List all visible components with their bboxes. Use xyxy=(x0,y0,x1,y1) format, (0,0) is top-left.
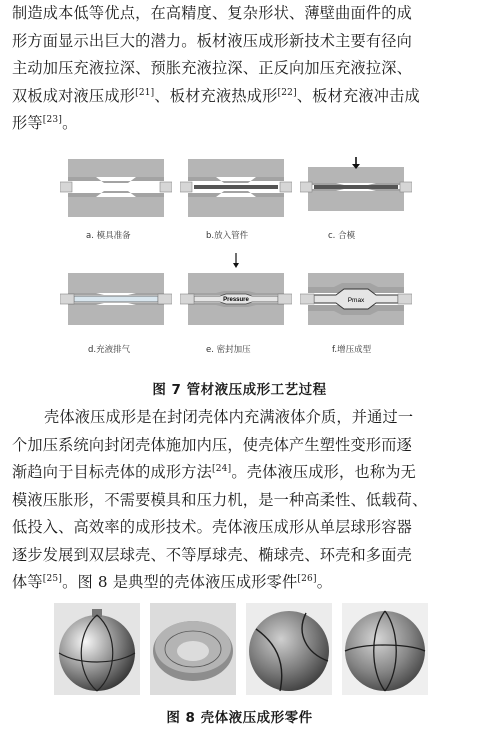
die-illustration xyxy=(300,157,412,219)
citation-ref[interactable]: [25] xyxy=(42,574,63,584)
panel-e-label: e. 密封加压 xyxy=(206,345,251,355)
text-span: 。 xyxy=(62,114,78,132)
text-span: 形等 xyxy=(12,114,43,132)
text-line: 主动加压充液拉深、预胀充液拉深、正反向加压充液拉深、 xyxy=(12,59,413,77)
panel-b-label: b.放入管件 xyxy=(206,231,249,241)
text-line: 逐步发展到双层球壳、不等厚球壳、椭球壳、环壳和多面壳 xyxy=(12,545,413,564)
text-line: 形方面显示出巨大的潜力。板材液压成形新技术主要有径向 xyxy=(12,31,413,50)
text-span: 双板成对液压成形 xyxy=(12,86,136,105)
text-span: 、板材充液热成形 xyxy=(154,86,278,105)
panel-c-label: c. 合模 xyxy=(328,231,356,241)
die-illustration xyxy=(180,157,292,219)
panel-b-insert-tube xyxy=(180,157,292,219)
pressure-label: Pressure xyxy=(223,297,249,303)
die-illustration xyxy=(60,269,172,331)
die-illustration xyxy=(300,269,412,331)
text-line: 模液压胀形，不需要模具和压力机，是一种高柔性、低载荷、 xyxy=(12,490,428,509)
paragraph-2 xyxy=(12,404,470,597)
text-line: 个加压系统向封闭壳体施加内压，使壳体产生塑性变形而逐 xyxy=(12,435,413,454)
text-line: 低投入、高效率的成形技术。壳体液压成形从单层球形容器 xyxy=(12,518,413,536)
figure-7-caption: 图 7 管材液压成形工艺过程 xyxy=(152,382,327,398)
panel-f-boost-forming xyxy=(300,269,412,331)
panel-d-fill-and-vent xyxy=(60,269,172,331)
text-line xyxy=(12,83,470,111)
photo-sphere-shell xyxy=(246,603,332,695)
panel-a-label: a. 模具准备 xyxy=(86,231,131,241)
figure-8-caption: 图 8 壳体液压成形零件 xyxy=(166,710,313,726)
figure-7-tube-hydroforming xyxy=(56,157,422,367)
down-arrow-icon xyxy=(230,253,242,269)
text-line xyxy=(12,110,470,138)
paragraph-1 xyxy=(12,0,470,138)
text-line xyxy=(12,569,470,597)
citation-ref[interactable]: [26] xyxy=(297,574,317,584)
die-illustration xyxy=(180,269,292,331)
pmax-label: Pmax xyxy=(347,297,365,304)
panel-f-label: f.增压成型 xyxy=(332,345,372,355)
panel-c-close-die xyxy=(300,157,412,219)
panel-d-label: d.充液排气 xyxy=(88,345,131,355)
text-line: 壳体液压成形是在封闭壳体内充满液体介质，并通过一 xyxy=(44,408,414,426)
citation-ref[interactable]: [21] xyxy=(135,87,155,98)
citation-ref[interactable]: [23] xyxy=(42,115,63,125)
text-line xyxy=(12,459,470,487)
text-span: 渐趋向于目标壳体的成形方法 xyxy=(12,463,213,481)
photo-toroidal-shell xyxy=(150,603,236,695)
text-span: 体等 xyxy=(12,573,43,591)
text-span: 。壳体液压成形，也称为无 xyxy=(231,463,416,481)
text-span: 。 xyxy=(316,573,333,591)
text-span: 、板材充液冲击成 xyxy=(296,86,420,105)
panel-a-die-preparation xyxy=(60,157,172,219)
photo-double-layer-sphere xyxy=(54,603,140,695)
figure-8-shell-parts xyxy=(54,603,424,699)
photo-multi-panel-sphere xyxy=(342,603,428,695)
text-span: 。图 8 是典型的壳体液压成形零件 xyxy=(62,573,298,591)
citation-ref[interactable]: [24] xyxy=(212,464,232,474)
panel-e-seal-and-pressurize xyxy=(180,269,292,331)
die-illustration xyxy=(60,157,172,219)
citation-ref[interactable]: [22] xyxy=(277,87,297,98)
text-line: 制造成本低等优点，在高精度、复杂形状、薄壁曲面件的成 xyxy=(12,4,413,22)
